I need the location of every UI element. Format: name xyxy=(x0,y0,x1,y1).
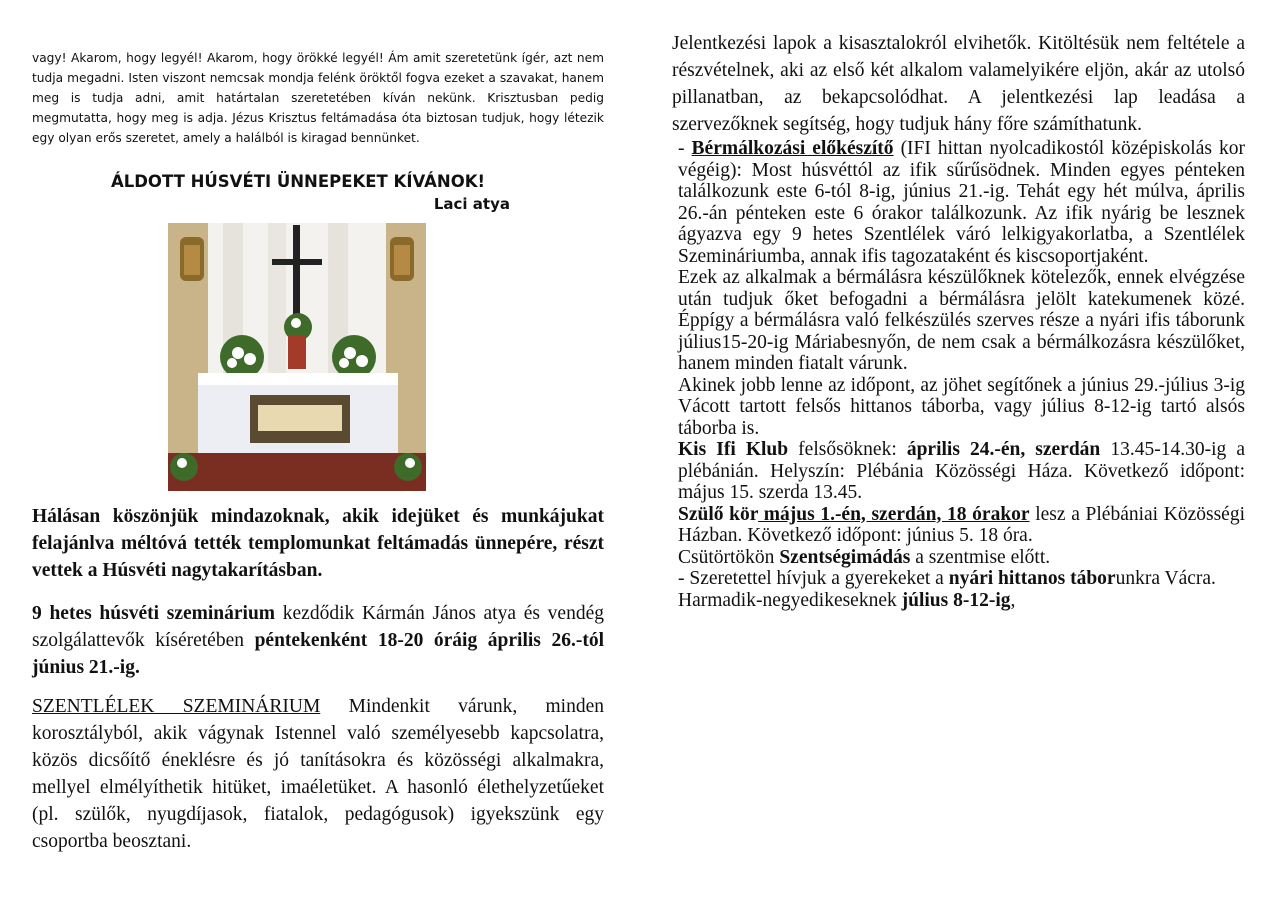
right-column xyxy=(672,30,1245,611)
seminar-paragraph xyxy=(32,600,604,681)
spirit-paragraph xyxy=(32,693,604,855)
adoration-text-2: a szentmise előtt. xyxy=(910,546,1051,568)
parents-paragraph xyxy=(678,504,1245,547)
camp-line-2-text: Harmadik-negyedikeseknek xyxy=(678,589,902,611)
forms-paragraph: Jelentkezési lapok a kisasztalokról elvihetők. Kitöltésük nem feltétele a részvételnek, aki az első két alkalom valamelyikére eljön, akár az utolsó pillanatban, az bekapcsolódhat. A jelentkezési lap leadása a szervezőknek segítség, hogy tudjuk hány főre számíthatunk. xyxy=(672,33,1245,135)
camp-text-2: unkra Vácra. xyxy=(1115,568,1216,589)
camp-text-1: - Szeretettel hívjuk a gyerekeket a xyxy=(678,568,949,589)
camp-line-2 xyxy=(678,590,1245,612)
seminar-title: 9 hetes húsvéti szeminárium xyxy=(32,603,276,624)
thanks-paragraph: Hálásan köszönjük mindazoknak, akik idejüket és munkájukat felajánlva méltóvá tették templomunkat feltámadás ünnepére, részt vettek a Húsvéti nagytakarításban. xyxy=(32,506,604,581)
club-text-2: 13.45-14.30-ig a plébánián. Helyszín: Plébánia Közösségi Háza. Következő időpont: május 15. szerda 13.45. xyxy=(678,439,1245,503)
parents-text: lesz a Plébániai Közösségi Házban. Következő időpont: június 5. 18 óra. xyxy=(678,503,1245,546)
club-paragraph xyxy=(678,439,1245,504)
spirit-text: Mindenkit várunk, minden korosztályból, akik vágynak Istennel való személyesebb kapcsolatra, közös dicsőítő éneklésre és jó tanításokra és közösségi alkalmakra, mellyel elmélyíthetik hitüket, imaéletüket. A hasonló élethelyzetűeket (pl. szülők, nyugdíjasok, fiatalok, pedagógusok) igyekszünk egy csoportba beosztani. xyxy=(32,696,604,852)
camp-bold: nyári hittanos tábor xyxy=(948,568,1116,589)
club-title: Kis Ifi Klub xyxy=(678,439,789,460)
parents-title: Szülő kör xyxy=(678,503,759,525)
signature: Laci atya xyxy=(433,195,510,213)
confirmation-paragraph-2: Ezek az alkalmak a bérmálásra készülőknek kötelezők, ennek elvégzése után tudjuk őket befogadni a bérmálásra jelölt katekumenek közé. Éppígy a bérmálásra való felkészülés szerves része a nyári ifis táborunk július15-20-ig Máriabesnyőn, de nem csak a bérmálkozásra készülőket, hanem minden fiatalt várunk. xyxy=(678,267,1245,374)
club-date: április 24.-én, szerdán xyxy=(906,439,1101,460)
confirmation-paragraph xyxy=(678,138,1245,267)
adoration-text-1: Csütörtökön xyxy=(678,546,780,568)
parents-date: május 1.-én, szerdán, 18 órakor xyxy=(758,503,1030,525)
camp-paragraph xyxy=(678,568,1245,611)
confirmation-dash: - xyxy=(678,138,692,159)
camp-line-2-date: július 8-12-ig xyxy=(901,589,1011,611)
seminar-when: péntekenként 18-20 óráig április 26.-tól június 21.-ig. xyxy=(32,630,604,678)
left-column xyxy=(32,48,604,855)
intro-paragraph: vagy! Akarom, hogy legyél! Akarom, hogy örökké legyél! Ám amit szeretetünk ígér, azt nem tudja megadni. Isten viszont nemcsak mondja felénk öröktől fogva ezeket a szavakat, hanem meg is tudja adni, amit határtalan szeretetében kíván nekünk. Krisztusban pedig megmutatta, hogy meg is adja. Jézus Krisztus feltámadása óta biztosan tudjuk, hogy létezik egy olyan erős szeretet, amely a halálból is kiragad bennünket. xyxy=(32,51,604,145)
camp-line-2-end: , xyxy=(1010,589,1016,611)
altar-photo xyxy=(168,223,426,491)
confirmation-title: Bérmálkozási előkészítő xyxy=(691,138,894,159)
adoration-paragraph xyxy=(678,547,1245,569)
adoration-bold: Szentségimádás xyxy=(779,546,911,568)
spirit-title: SZENTLÉLEK SZEMINÁRIUM xyxy=(32,696,321,717)
seminar-text: kezdődik Kármán János atya és vendég szolgálattevők kíséretében xyxy=(32,603,604,651)
easter-greeting: ÁLDOTT HÚSVÉTI ÜNNEPEKET KÍVÁNOK! xyxy=(110,172,486,191)
confirmation-text: (IFI hittan nyolcadikostól középiskolás kor végéig): Most húsvéttól az ifik sűrűsödnek. Minden egyes pénteken találkozunk este 6-tól 8-ig, június 21.-ig. Tehát egy hét múlva, április 26.-án pénteken este 6 órakor találkozunk. Az ifik nyárig be lesznek ágyazva egy 9 hetes Szentlélek váró lelkigyakorlatba, a Szentlélek Szemináriumba, annak ifis tagozataként és kiscsoportjaként. xyxy=(678,138,1245,267)
helpers-paragraph: Akinek jobb lenne az időpont, az jöhet segítőnek a június 29.-július 3-ig Vácott tartott felsős hittanos táborba, vagy július 8-12-ig tartó alsós táborba is. xyxy=(678,374,1245,439)
club-text-1: felsősöknek: xyxy=(788,439,907,460)
